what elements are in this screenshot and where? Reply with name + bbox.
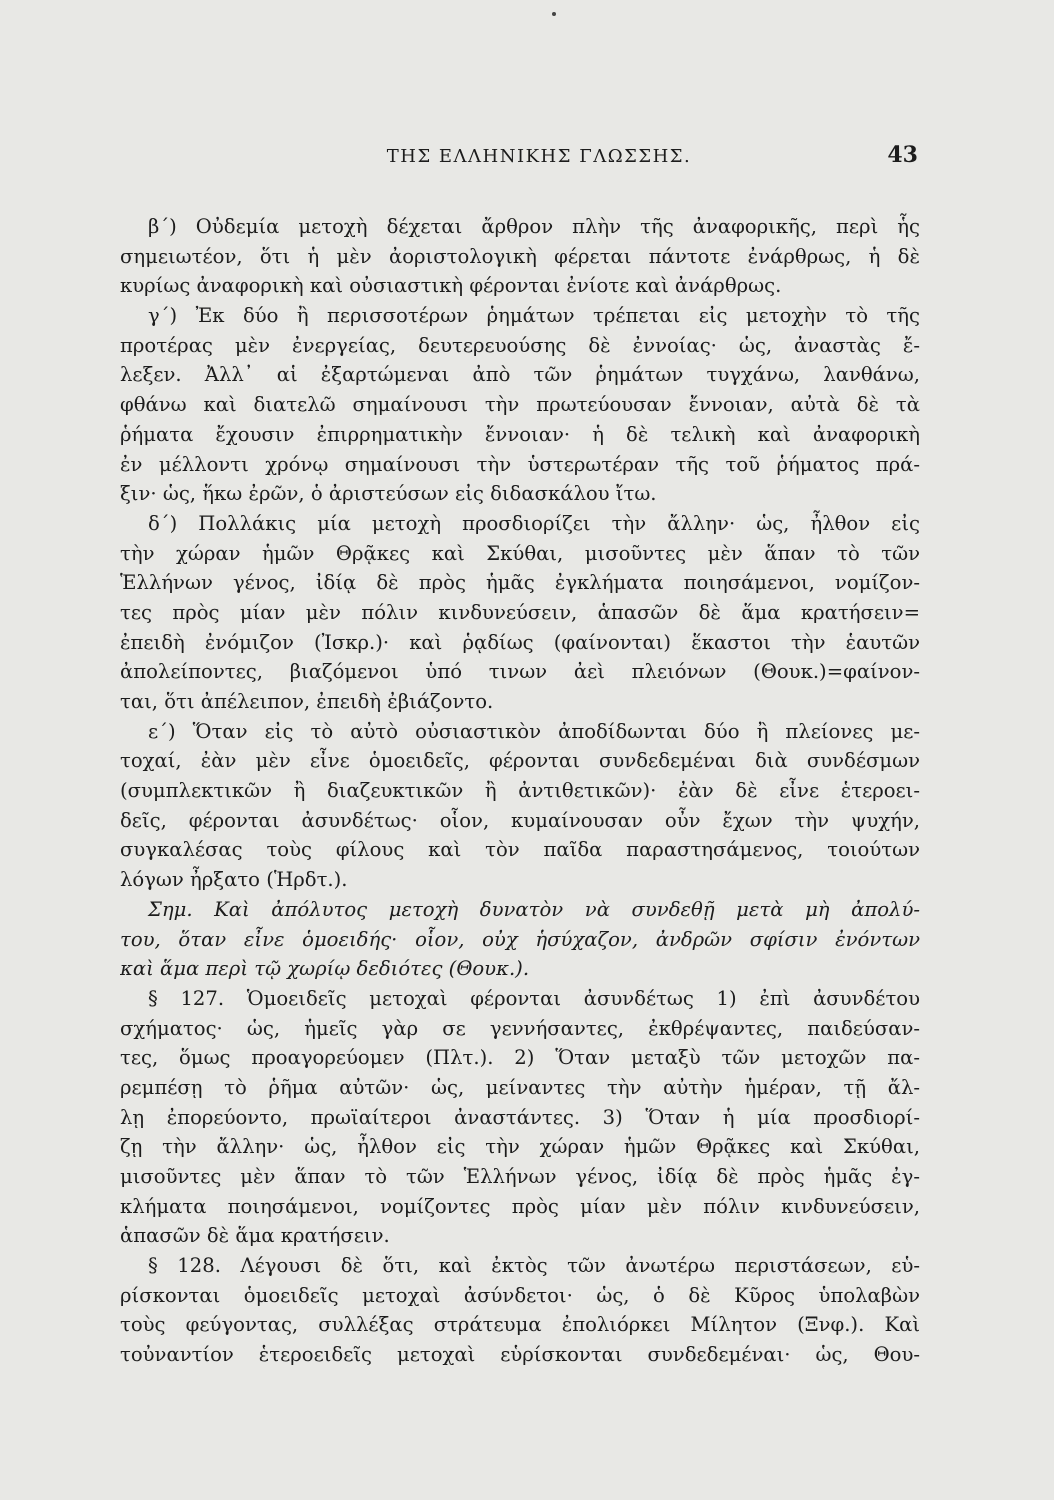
text-line: ε΄) Ὅταν εἰς τὸ αὐτὸ οὐσιαστικὸν ἀποδίδωνται δύο ἢ πλείονες με- <box>148 719 920 743</box>
text-line: ἁπασῶν δὲ ἅμα κρατήσειν. <box>120 1224 390 1248</box>
text-line: ἐπειδὴ ἐνόμιζον (Ἰσκρ.)· καὶ ῥᾳδίως (φαίνονται) ἕκαστοι τὴν ἑαυτῶν <box>120 630 920 654</box>
text-line: Σημ. Καὶ ἀπόλυτος μετοχὴ δυνατὸν νὰ συνδεθῇ μετὰ μὴ ἀπολύ- <box>148 897 920 921</box>
text-line: τοὐναντίον ἑτεροειδεῖς μετοχαὶ εὑρίσκονται συνδεδεμέναι· ὡς, Θου- <box>120 1343 920 1367</box>
text-line: σχήματος· ὡς, ἡμεῖς γὰρ σε γεννήσαντες, ἐκθρέψαντες, παιδεύσαν- <box>120 1016 920 1040</box>
running-title: ΤΗΣ ΕΛΛΗΝΙΚΗΣ ΓΛΩΣΣΗΣ. <box>386 146 692 167</box>
text-line: γ΄) Ἐκ δύο ἢ περισσοτέρων ῥημάτων τρέπεται εἰς μετοχὴν τὸ τῆς <box>148 304 920 328</box>
text-line: ῥήματα ἔχουσιν ἐπιρρηματικὴν ἔννοιαν· ἡ δὲ τελικὴ καὶ ἀναφορικὴ <box>120 422 920 446</box>
text-line: τοὺς φεύγοντας, συλλέξας στράτευμα ἐπολιόρκει Μίλητον (Ξνφ.). Καὶ <box>120 1313 920 1337</box>
text-line: του, ὅταν εἶνε ὁμοειδής· οἷον, οὐχ ἡσύχαζον, ἀνδρῶν σφίσιν ἐνόντων <box>120 927 920 951</box>
text-line: δ΄) Πολλάκις μία μετοχὴ προσδιορίζει τὴν ἄλλην· ὡς, ἦλθον εἰς <box>148 511 920 535</box>
page-header <box>120 142 918 180</box>
text-line: κυρίως ἀναφορικὴ καὶ οὐσιαστικὴ φέρονται ἐνίοτε καὶ ἀνάρθρως. <box>120 274 782 298</box>
text-line: προτέρας μὲν ἐνεργείας, δευτερευούσης δὲ ἐννοίας· ὡς, ἀναστὰς ἔ- <box>120 333 920 357</box>
text-line: κλήματα ποιησάμενοι, νομίζοντες πρὸς μίαν μὲν πόλιν κινδυνεύσειν, <box>120 1194 920 1218</box>
text-line: τοχαί, ἐὰν μὲν εἶνε ὁμοειδεῖς, φέρονται συνδεδεμέναι διὰ συνδέσμων <box>120 749 920 773</box>
text-line: τες πρὸς μίαν μὲν πόλιν κινδυνεύσειν, ἁπασῶν δὲ ἅμα κρατήσειν= <box>120 600 920 624</box>
text-line: φθάνω καὶ διατελῶ σημαίνουσι τὴν πρωτεύουσαν ἔννοιαν, αὐτὰ δὲ τὰ <box>120 393 920 417</box>
text-line: ζῃ τὴν ἄλλην· ὡς, ἦλθον εἰς τὴν χώραν ἡμῶν Θρᾷκες καὶ Σκύθαι, <box>120 1135 920 1159</box>
text-line: συγκαλέσας τοὺς φίλους καὶ τὸν παῖδα παραστησάμενος, τοιούτων <box>120 838 920 862</box>
text-line: ρεμπέσῃ τὸ ῥῆμα αὐτῶν· ὡς, μείναντες τὴν αὐτὴν ἡμέραν, τῇ ἄλ- <box>120 1075 920 1099</box>
text-line: ἀπολείποντες, βιαζόμενοι ὑπό τινων ἀεὶ πλειόνων (Θουκ.)=φαίνον- <box>120 660 920 684</box>
text-line: σημειωτέον, ὅτι ἡ μὲν ἀοριστολογικὴ φέρεται πάντοτε ἐνάρθρως, ἡ δὲ <box>120 244 920 268</box>
text-line: Ἑλλήνων γένος, ἰδίᾳ δὲ πρὸς ἡμᾶς ἐγκλήματα ποιησάμενοι, νομίζον- <box>120 571 920 595</box>
body-text <box>120 212 920 1370</box>
text-line: λεξεν. Ἀλλ᾿ αἱ ἐξαρτώμεναι ἀπὸ τῶν ῥημάτων τυγχάνω, λανθάνω, <box>120 363 920 387</box>
text-line: λόγων ἦρξατο (Ἡρδτ.). <box>120 868 348 892</box>
text-line: ἐν μέλλοντι χρόνῳ σημαίνουσι τὴν ὑστερωτέραν τῆς τοῦ ῥήματος πρά- <box>120 452 920 476</box>
ink-speck <box>552 12 556 16</box>
text-line: δεῖς, φέρονται ἀσυνδέτως· οἷον, κυμαίνουσαν οὖν ἔχων τὴν ψυχήν, <box>120 808 920 832</box>
text-line: § 127. Ὁμοειδεῖς μετοχαὶ φέρονται ἀσυνδέτως 1) ἐπὶ ἀσυνδέτου <box>148 986 920 1010</box>
text-line: τὴν χώραν ἡμῶν Θρᾷκες καὶ Σκύθαι, μισοῦντες μὲν ἅπαν τὸ τῶν <box>120 541 920 565</box>
text-line: μισοῦντες μὲν ἅπαν τὸ τῶν Ἑλλήνων γένος, ἰδίᾳ δὲ πρὸς ἡμᾶς ἐγ- <box>120 1165 920 1188</box>
text-line: λῃ ἐπορεύοντο, πρωϊαίτεροι ἀναστάντες. 3) Ὅταν ἡ μία προσδιορί- <box>120 1105 920 1129</box>
text-line: β΄) Οὐδεμία μετοχὴ δέχεται ἄρθρον πλὴν τῆς ἀναφορικῆς, περὶ ἧς <box>148 215 920 238</box>
text-line: ξιν· ὡς, ἥκω ἐρῶν, ὁ ἀριστεύσων εἰς διδασκάλου ἴτω. <box>120 482 657 506</box>
text-line: § 128. Λέγουσι δὲ ὅτι, καὶ ἐκτὸς τῶν ἀνωτέρω περιστάσεων, εὑ- <box>148 1254 920 1278</box>
page-number: 43 <box>887 142 918 168</box>
text-line: ρίσκονται ὁμοειδεῖς μετοχαὶ ἀσύνδετοι· ὡς, ὁ δὲ Κῦρος ὑπολαβὼν <box>120 1283 920 1307</box>
text-line: (συμπλεκτικῶν ἢ διαζευκτικῶν ἢ ἀντιθετικῶν)· ἐὰν δὲ εἶνε ἑτεροει- <box>120 779 920 803</box>
text-line: καὶ ἅμα περὶ τῷ χωρίῳ δεδιότες (Θουκ.). <box>120 957 530 981</box>
text-line: ται, ὅτι ἀπέλειπον, ἐπειδὴ ἐβιάζοντο. <box>120 690 494 713</box>
text-line: τες, ὅμως προαγορεύομεν (Πλτ.). 2) Ὅταν μεταξὺ τῶν μετοχῶν πα- <box>120 1046 920 1070</box>
